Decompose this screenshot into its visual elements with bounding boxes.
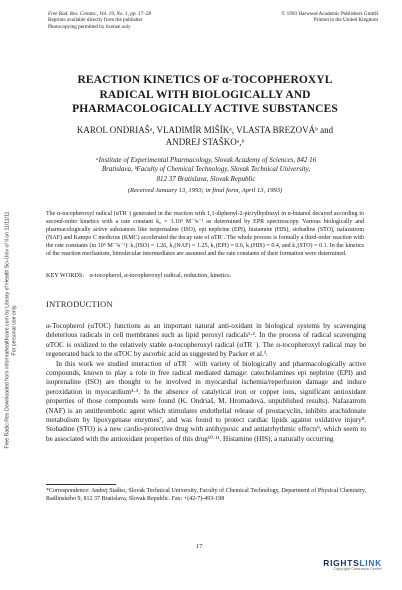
journal-citation: Free Rad. Res. Comms., Vol. 19, No. 1, pp. 17–28 (48, 11, 151, 17)
correspondence-footnote: *Correspondence: Andrej Staško, Slovak Technical University, Faculty of Chemical Technology, Department of Physical Chemistry, Radlinského 9, 812 37 Bratislava, Slovak Republic. Fax: +(42-7)-493-198 (46, 488, 366, 502)
journal-header-right (281, 11, 378, 24)
affiliation-line-2: Bratislava, ᵇFaculty of Chemical Technology, Slovak Technical University, (101, 165, 311, 174)
authors-line-1: KAROL ONDRIAŠᵃ, VLADIMÍR MIŠÍKᵃ, VLASTA BREZOVÁᵇ and (76, 125, 334, 135)
intro-paragraph-2: In this work we studied interaction of αTR˙ with variety of biologically and pharmacologically active compounds, known to play a role in free radical mediated damage: catecholamines epi nephrine (EPI) and isoprenaline (ISO) are thought to be involved in myocardial ischemia/reperfusion damage and induce peroxidation in myocardium⁴·⁵. In the absence of catalytical iron or copper ions, significant antioxidant properties of those compounds were found (K. Ondriaš, M. Hromadová, unpublished results). Nafazatrom (NAF) is an antithrombotic agent which stimulates endothelial release of prostacyclin, inhibits arachidonate metabolism by lipoxygenase enzymes⁷, and was found to protect cardiac lipids against oxidative injury⁸. Stobadine (STO) is a new cardio-protective drug with antihypoxic and antiarrhythmic effects⁹, which seem to be associated with the antioxidant properties of this drug¹⁰·¹¹. Histamine (HIS), a naturally occurring (46, 359, 366, 443)
abstract: The α-tocopheroxyl radical (αTR˙) generated in the reaction with 1,1-diphenyl-2-picrylhydrazyl in n-butanol decayed according to second-order kinetics with a rate constant k₀ = 3.10³ M⁻¹s⁻¹ as determined by EPR spectroscopy. Various biologically and pharmacologically active substances like isoprenaline (ISO), epi nephrine (EPI), histamine (HIS), stobadine (STO), nafazatrom (NAF) and Kampo C medicine (KMC) accelerated the decay rate of αTR˙. The whole process is formally a third-order reaction with the rate constants (in 10⁶ M⁻²s⁻¹): k₁(ISO) = 1.26, k₁(NAF) = 1.25, k₁(EPI) = 0.6, k₁(HIS) = 0.4, and k₁(STO) = 0.1. In the kinetics of the reaction mechanism, bimolecular intermediates are assumed and the rate constants of their formation were determined. (46, 211, 364, 258)
logo-word-a: RIGHTS (323, 558, 360, 568)
printed-in: Printed in the United Kingdom (313, 17, 378, 24)
introduction-heading: INTRODUCTION (46, 300, 113, 309)
introduction-body (46, 322, 366, 444)
title-line-1: REACTION KINETICS OF α-TOCOPHEROXYL (77, 74, 333, 86)
title-line-2: RADICAL WITH BIOLOGICALLY AND (99, 88, 311, 101)
paper-title (40, 73, 370, 117)
affiliation-line-3: 812 37 Bratislava, Slovak Republic (156, 174, 256, 183)
footnote-rule (46, 484, 116, 485)
intro-paragraph-1: α-Tocopherol (αTOC) functions as an important natural anti-oxidant in biological systems by scavenging deleterious radicals in cell membranes such as lipid peroxyl radicals¹·². In the process of radical scavenging αTOC is oxidized to the relatively stable α-tocopheroxyl radical (αTR˙). The α-tocopheroxyl radical may be regenerated back to the αTOC by ascorbic acid as suggested by Packer et al.³. (46, 322, 366, 359)
download-watermark (4, 180, 18, 480)
reprints-note: Reprints available directly from the publisher (48, 17, 143, 24)
title-line-3: PHARMACOLOGICALLY ACTIVE SUBSTANCES (72, 103, 338, 115)
photocopy-note: Photocopying permitted by license only (48, 23, 131, 30)
logo-tagline: Copyright Clearance Center (333, 567, 382, 571)
rightslink-logo[interactable] (316, 558, 382, 572)
keywords-label: KEY WORDS: (46, 272, 84, 279)
watermark-line-1: Free Radic Res Downloaded from informahealthcare.com by Library of Health Sci-Univ of Il on 11/11/11 (4, 211, 11, 449)
journal-header-left (48, 11, 151, 30)
authors-line-2: ANDREJ STAŠKOᵃ,ᵇ (165, 137, 245, 147)
watermark-line-2: For personal use only. (11, 304, 17, 356)
copyright-line: © 1993 Harwood Academic Publishers GmbH (281, 11, 378, 17)
author-list (40, 124, 370, 148)
received-dates: (Received January 13, 1993; in final form, April 13, 1993) (127, 187, 283, 194)
keywords-text: α-tocopherol, α-tocopheroxyl radical, reduction, kinetics. (89, 272, 232, 279)
page-number: 17 (196, 543, 203, 550)
keywords-line (46, 272, 364, 279)
logo-word-b: LINK (359, 558, 382, 568)
affiliation-line-1: ᵃInstitute of Experimental Pharmacology, Slovak Academy of Sciences, 842 16 (95, 156, 317, 164)
affiliations (48, 156, 364, 184)
